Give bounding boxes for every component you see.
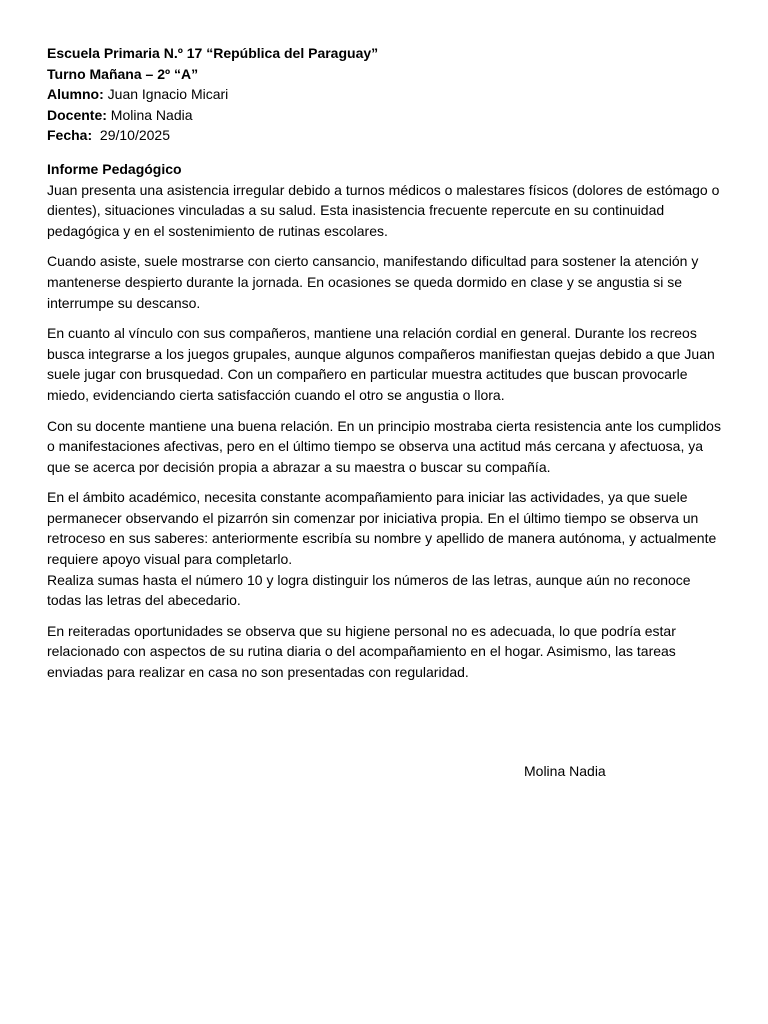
class-shift: Turno Mañana – 2º “A” (47, 65, 199, 82)
report-paragraph-hygiene: En reiteradas oportunidades se observa que su higiene personal no es adecuada, lo que podría estar relacionado con aspectos de su rutina diaria o del acompañamiento en el hogar. Asimismo, las tareas enviadas para realizar en casa no son presentadas con regularidad. (47, 622, 676, 681)
report-paragraph-academic-block (47, 487, 727, 611)
student-label: Alumno: (47, 86, 104, 103)
student-name: Juan Ignacio Micari (107, 86, 229, 103)
report-title: Informe Pedagógico (47, 160, 182, 177)
date-value: 29/10/2025 (99, 127, 170, 144)
document-page (47, 43, 727, 693)
teacher-name: Molina Nadia (110, 106, 193, 123)
school-name: Escuela Primaria N.º 17 “República del Paraguay” (47, 45, 379, 61)
report-paragraph-peers: En cuanto al vínculo con sus compañeros, mantiene una relación cordial en general. Durante los recreos busca integrarse a los juegos grupales, aunque algunos compañeros manifiestan quejas debido a que Juan suele jugar con brusquedad. Con un compañero en particular muestra actitudes que buscan provocarle miedo, evidenciando cierta satisfacción cuando el otro se angustia o llora. (47, 325, 715, 403)
date-label: Fecha: (47, 127, 93, 144)
document-header (47, 43, 727, 146)
report-paragraph-academic: En el ámbito académico, necesita constante acompañamiento para iniciar las actividades, ya que suele permanecer observando el pizarrón sin comenzar por iniciativa propia. En el último tiempo se observa un retroceso en sus saberes: anteriormente escribía su nombre y apellido de manera autónoma, y actualmente requiere apoyo visual para completarlo. (47, 489, 717, 568)
teacher-label: Docente: (47, 106, 107, 123)
signature-name: Molina Nadia (524, 763, 606, 779)
date-line (47, 125, 727, 146)
report-paragraph-fatigue: Cuando asiste, suele mostrarse con cierto cansancio, manifestando dificultad para sostener la atención y mantenerse despierto durante la jornada. En ocasiones se queda dormido en clase y se angustia si se interrumpe su descanso. (47, 253, 699, 311)
report-paragraph-teacher: Con su docente mantiene una buena relación. En un principio mostraba cierta resistencia ante los cumplidos o manifestaciones afectivas, pero en el último tiempo se observa una actitud más cercana y afectuosa, ya que se acerca por decisión propia a abrazar a su maestra o buscar su compañía. (47, 417, 721, 475)
teacher-line (47, 105, 727, 126)
report-paragraph-attendance: Juan presenta una asistencia irregular debido a turnos médicos o malestares físicos (dolores de estómago o dientes), situaciones vinculadas a su salud. Esta inasistencia frecuente repercute en su continuidad pedagógica y en el sostenimiento de rutinas escolares. (47, 181, 720, 239)
student-line (47, 84, 727, 105)
report-paragraph-math: Realiza sumas hasta el número 10 y logra distinguir los números de las letras, aunque aún no reconoce todas las letras del abecedario. (47, 571, 691, 609)
